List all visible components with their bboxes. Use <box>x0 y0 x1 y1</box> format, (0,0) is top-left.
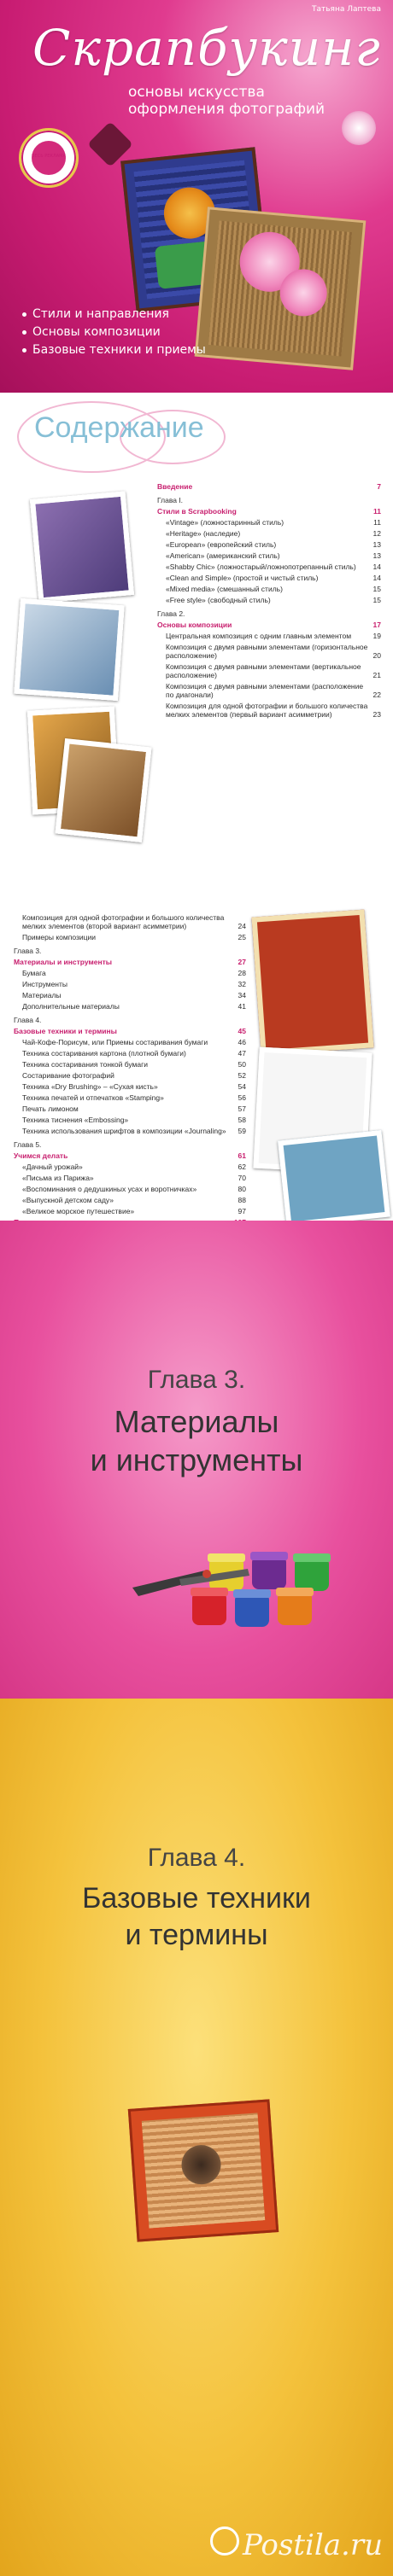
toc-entry-page: 27 <box>238 958 246 966</box>
toc-entry-page: 57 <box>238 1104 246 1113</box>
toc-entry-label: «Воспоминания о дедушкиных усах и воротничках» <box>22 1185 197 1193</box>
toc-entry-page: 13 <box>372 551 381 560</box>
toc-chapter-heading: Глава 4. <box>14 1016 42 1024</box>
toc-entry-page: 24 <box>238 922 246 930</box>
toc-entry-page: 52 <box>238 1071 246 1080</box>
toc-entry[interactable] <box>14 1196 246 1204</box>
toc-entry-label: «Shabby Chic» (ложностарый/ложнопотрепанный стиль) <box>166 562 356 571</box>
toc-entry-label: «Письма из Парижа» <box>22 1174 94 1182</box>
cover-page <box>0 0 393 393</box>
toc-entry[interactable] <box>157 551 381 560</box>
toc-entry-page: 17 <box>372 621 381 629</box>
toc-entry[interactable] <box>157 596 381 604</box>
toc-entry-page: 47 <box>238 1049 246 1058</box>
toc-page <box>0 393 393 905</box>
toc-entry-label: Техника состаривания картона (плотной бумаги) <box>22 1049 186 1058</box>
toc-entry[interactable] <box>14 1060 246 1069</box>
toc-entry-label: «Великое морское путешествие» <box>22 1207 135 1215</box>
toc-entry-label: Центральная композиция с одним главным элементом <box>166 632 352 640</box>
photo-frame <box>30 491 134 603</box>
chapter-title-line-2: и термины <box>125 1919 268 1951</box>
author-name: Татьяна Лаптева <box>312 5 381 14</box>
hole-punch-icon <box>128 1562 256 1601</box>
toc-entry-page: 22 <box>372 691 381 699</box>
toc-entry-label: Базовые техники и термины <box>14 1027 117 1035</box>
chapter-title-line-1: Материалы <box>114 1404 279 1439</box>
toc-chapter-heading: Глава 5. <box>14 1140 42 1149</box>
cover-feature: Базовые техники и приемы <box>22 343 206 358</box>
postila-logo-icon <box>210 2526 239 2556</box>
toc-entry[interactable] <box>157 562 381 571</box>
photo-frame <box>55 738 151 842</box>
paint-jar-icon <box>252 1559 286 1589</box>
toc-entry[interactable] <box>157 643 381 660</box>
toc-entry-page: 13 <box>372 540 381 549</box>
toc-entry-label: «American» (американский стиль) <box>166 551 280 560</box>
toc-entry-page: 12 <box>372 529 381 538</box>
toc-entry-label: «Free style» (свободный стиль) <box>166 596 271 604</box>
toc-entry-label: Состаривание фотографий <box>22 1071 114 1080</box>
toc-entry-page: 32 <box>238 980 246 988</box>
toc-entry-label: Учимся делать <box>14 1151 68 1160</box>
book-title: Скрапбукинг <box>32 19 381 77</box>
toc-entry-label: Дополнительные материалы <box>22 1002 120 1011</box>
toc-entry[interactable] <box>157 507 381 516</box>
toc-title: Содержание <box>34 411 204 444</box>
toc-entry-label: Техника тиснения «Embossing» <box>22 1116 129 1124</box>
subtitle-line-2: оформления фотографий <box>128 101 326 118</box>
toc-entry[interactable] <box>14 1207 246 1215</box>
toc-entry-label: Основы композиции <box>157 621 232 629</box>
toc-entry-page: 14 <box>372 562 381 571</box>
scrap-card-red <box>252 910 374 1056</box>
toc-entry[interactable] <box>14 980 246 988</box>
toc-entry[interactable] <box>157 585 381 593</box>
scrap-card-orange <box>128 2099 279 2241</box>
toc-entry-label: «Дачный урожай» <box>22 1163 83 1171</box>
chapter-number: Глава 3. <box>147 1366 246 1394</box>
cover-feature: Основы композиции <box>22 325 206 340</box>
toc-entry[interactable] <box>157 574 381 582</box>
toc-entry-label: Техника печатей и отпечатков «Stamping» <box>22 1093 164 1102</box>
toc-entry[interactable] <box>14 1174 246 1182</box>
toc-entry-label: Примеры композиции <box>22 933 96 941</box>
toc-entry-label: Композиция с двумя равными элементами (расположение по диагонали) <box>166 682 364 699</box>
series-badge-icon <box>19 128 79 188</box>
toc-entry-label: «European» (европейский стиль) <box>166 540 277 549</box>
toc-entry-page: 97 <box>238 1207 246 1215</box>
toc-entry-page: 11 <box>373 518 381 527</box>
toc-entry-page: 21 <box>372 671 381 679</box>
toc-entry-page: 28 <box>238 969 246 977</box>
toc-list-continued <box>14 913 246 1229</box>
paint-jar-icon <box>295 1560 329 1591</box>
toc-entry[interactable] <box>157 518 381 527</box>
toc-entry-page: 56 <box>238 1093 246 1102</box>
toc-entry-label: «Vintage» (ложностаринный стиль) <box>166 518 284 527</box>
flower-decoration-icon <box>342 111 376 145</box>
toc-entry-page: 61 <box>238 1151 246 1160</box>
subtitle-line-1: основы искусства <box>128 84 265 101</box>
toc-entry-page: 34 <box>238 991 246 1000</box>
toc-entry-label: Композиция с двумя равными элементами (горизонтальное расположение) <box>166 643 368 660</box>
toc-entry-page: 46 <box>238 1038 246 1046</box>
toc-entry[interactable] <box>14 1127 246 1135</box>
toc-chapter-heading: Глава 2. <box>157 609 185 618</box>
toc-entry-label: Композиция для одной фотографии и большого количества мелких элементов (первый вариант асимметрии) <box>166 702 368 719</box>
toc-entry[interactable] <box>14 1002 246 1011</box>
toc-entry-label: Композиция для одной фотографии и большого количества мелких элементов (второй вариант асимметрии) <box>22 913 225 930</box>
toc-entry[interactable] <box>14 958 246 966</box>
toc-entry[interactable] <box>157 682 381 699</box>
toc-entry-label: «Выпускной детском саду» <box>22 1196 114 1204</box>
toc-entry[interactable] <box>14 933 246 941</box>
toc-chapter-heading: Глава I. <box>157 496 184 504</box>
toc-entry[interactable] <box>157 482 381 491</box>
chapter-3-page <box>0 1221 393 1699</box>
toc-entry[interactable] <box>14 1038 246 1046</box>
toc-entry[interactable] <box>14 1116 246 1124</box>
toc-entry[interactable] <box>157 632 381 640</box>
toc-entry-label: Композиция с двумя равными элементами (вертикальное расположение) <box>166 662 361 679</box>
toc-entry-label: Материалы и инструменты <box>14 958 113 966</box>
chapter-title-line-1: Базовые техники <box>82 1882 311 1915</box>
toc-entry-page: 62 <box>238 1163 246 1171</box>
toc-entry[interactable] <box>14 913 246 930</box>
toc-entry-label: Инструменты <box>22 980 68 988</box>
toc-entry-label: Материалы <box>22 991 62 1000</box>
toc-chapter-heading: Глава 3. <box>14 947 42 955</box>
toc-entry-page: 88 <box>238 1196 246 1204</box>
toc-entry-label: Печать лимоном <box>22 1104 79 1113</box>
scrap-card-brown <box>195 207 367 370</box>
toc-entry[interactable] <box>14 1163 246 1171</box>
toc-entry-page: 25 <box>238 933 246 941</box>
toc-list <box>157 482 381 721</box>
toc-entry-page: 11 <box>373 507 381 516</box>
toc-entry[interactable] <box>157 540 381 549</box>
chapter-4-page <box>0 1699 393 2576</box>
toc-entry-page: 19 <box>372 632 381 640</box>
photo-frame <box>14 598 125 701</box>
toc-entry-page: 20 <box>372 651 381 660</box>
toc-entry-page: 15 <box>372 596 381 604</box>
toc-entry-page: 23 <box>372 710 381 719</box>
toc-entry[interactable] <box>14 1093 246 1102</box>
toc-entry[interactable] <box>14 1027 246 1035</box>
toc-entry-label: Техника состаривания тонкой бумаги <box>22 1060 148 1069</box>
toc-entry[interactable] <box>157 621 381 629</box>
toc-entry[interactable] <box>157 662 381 679</box>
watermark: Postila.ru <box>242 2528 383 2562</box>
toc-entry[interactable] <box>14 1185 246 1193</box>
toc-entry-label: «Clean and Simple» (простой и чистый стиль) <box>166 574 319 582</box>
toc-entry-label: «Mixed media» (смешанный стиль) <box>166 585 283 593</box>
toc-entry-label: Чай-Кофе-Порисум, или Приемы состаривания бумаги <box>22 1038 208 1046</box>
toc-entry[interactable] <box>14 969 246 977</box>
cover-feature: Стили и направления <box>22 307 206 322</box>
badge-text: ВЕСЬ РЕКЛАМА <box>32 154 66 159</box>
chapter-title-line-2: и инструменты <box>90 1442 303 1477</box>
toc-entry-label: «Heritage» (наследие) <box>166 529 241 538</box>
toc-entry[interactable] <box>157 529 381 538</box>
toc-page-2 <box>0 905 393 1221</box>
toc-entry-page: 45 <box>238 1027 246 1035</box>
toc-entry-label: Техника «Dry Brushing» – «Сухая кисть» <box>22 1082 158 1091</box>
toc-entry[interactable] <box>14 1082 246 1091</box>
book-subtitle <box>128 84 325 118</box>
toc-entry-page: 15 <box>372 585 381 593</box>
toc-entry-page: 7 <box>377 482 381 491</box>
toc-entry-page: 54 <box>238 1082 246 1091</box>
toc-entry-page: 59 <box>238 1127 246 1135</box>
toc-entry-label: Стили в Scrapbooking <box>157 507 237 516</box>
chapter-number: Глава 4. <box>147 1844 246 1872</box>
toc-entry[interactable] <box>14 1151 246 1160</box>
toc-entry[interactable] <box>157 702 381 719</box>
toc-entry-page: 41 <box>238 1002 246 1011</box>
toc-entry-label: Техника использования шрифтов в композиции «Journaling» <box>22 1127 226 1135</box>
toc-entry-label: Введение <box>157 482 193 491</box>
scrap-card-blue <box>278 1130 390 1227</box>
toc-entry-page: 14 <box>372 574 381 582</box>
toc-entry[interactable] <box>14 1049 246 1058</box>
toc-entry[interactable] <box>14 1104 246 1113</box>
toc-entry-page: 58 <box>238 1116 246 1124</box>
toc-entry-page: 80 <box>238 1185 246 1193</box>
paint-jar-icon <box>278 1594 312 1625</box>
toc-entry[interactable] <box>14 991 246 1000</box>
toc-entry-page: 70 <box>238 1174 246 1182</box>
cover-features-list <box>22 307 206 361</box>
toc-entry[interactable] <box>14 1071 246 1080</box>
toc-entry-label: Бумага <box>22 969 46 977</box>
toc-entry-page: 50 <box>238 1060 246 1069</box>
